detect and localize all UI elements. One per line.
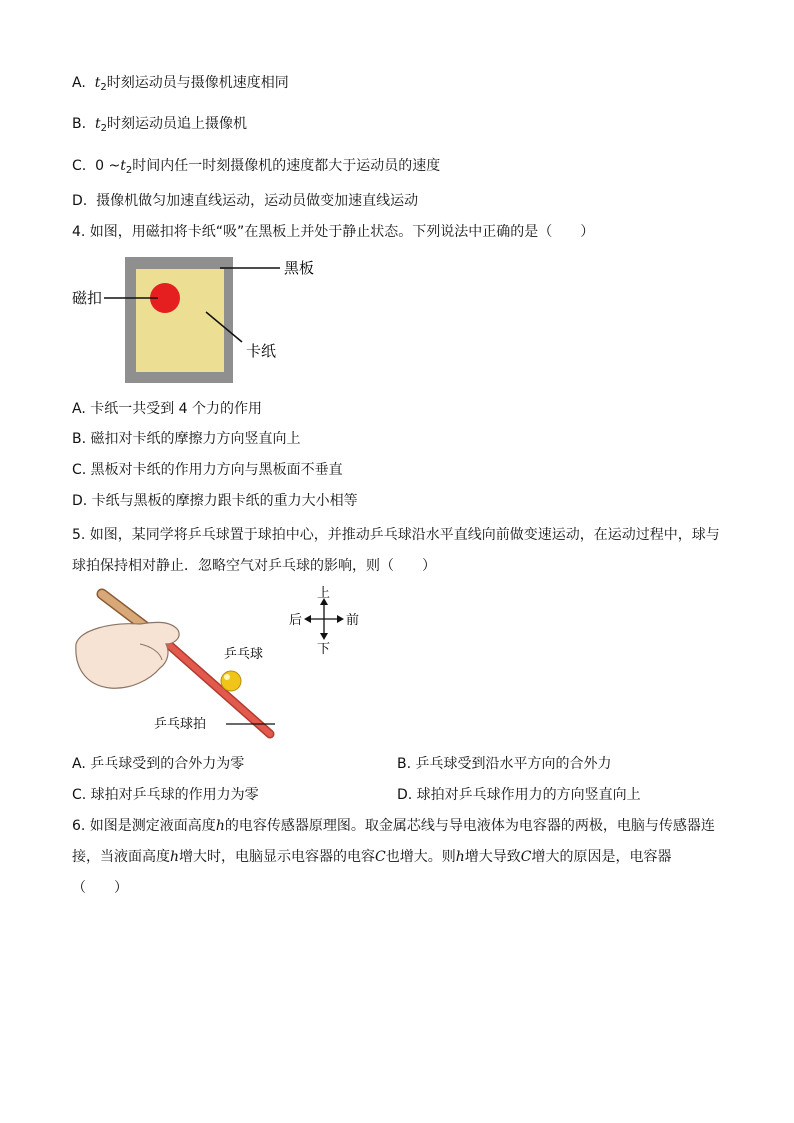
q5-option-d: D. 球拍对乒乓球作用力的方向竖直向上 [397,787,641,803]
label-paddle: 乒乓球拍 [154,717,207,732]
q3-option-a: A. $t_2$时刻运动员与摄像机速度相同 [72,75,289,93]
q5-option-c: C. 球拍对乒乓球的作用力为零 [72,787,259,803]
q5-option-b: B. 乒乓球受到沿水平方向的合外力 [397,756,612,772]
q6-stem-line2: 接，当液面高度h增大时，电脑显示电容器的电容C也增大。则h增大导致C增大的原因是，电容器 [72,849,672,865]
q3-option-b: B. $t_2$时刻运动员追上摄像机 [72,116,247,134]
q4-stem: 4. 如图，用磁扣将卡纸“吸”在黑板上并处于静止状态。下列说法中正确的是（ ） [72,224,595,240]
label-up: 上 [317,586,331,601]
q6-stem-line1: 6. 如图是测定液面高度h的电容传感器原理图。取金属芯线与导电液体为电容器的两极，电脑与传感器连 [72,818,715,834]
q4-option-d: D. 卡纸与黑板的摩擦力跟卡纸的重力大小相等 [72,493,358,509]
label-back: 后 [289,613,303,628]
direction-arrows-icon [304,598,344,640]
card-paper-image [136,269,224,372]
ping-pong-ball-image [221,671,241,691]
q4-option-c: C. 黑板对卡纸的作用力方向与黑板面不垂直 [72,462,343,478]
q4-option-a: A. 卡纸一共受到 4 个力的作用 [72,401,263,417]
hand-image [76,622,179,688]
q3-option-c: C. 0 $\sim t_2$时间内任一时刻摄像机的速度都大于运动员的速度 [72,158,441,176]
q3-option-d: D. 摄像机做匀加速直线运动，运动员做变加速直线运动 [72,193,419,209]
q5-option-a: A. 乒乓球受到的合外力为零 [72,756,245,772]
label-magnet: 磁扣 [72,289,103,307]
label-ball: 乒乓球 [224,647,264,662]
label-card: 卡纸 [246,342,277,360]
q6-stem-line3: （ ） [72,880,128,896]
label-front: 前 [346,613,360,628]
q5-stem-line2: 球拍保持相对静止．忽略空气对乒乓球的影响，则（ ） [72,558,436,574]
q4-figure [70,252,340,387]
q4-option-b: B. 磁扣对卡纸的摩擦力方向竖直向上 [72,431,301,447]
label-blackboard: 黑板 [284,259,315,277]
q5-figure [70,582,370,747]
q5-stem-line1: 5. 如图，某同学将乒乓球置于球拍中心，并推动乒乓球沿水平直线向前做变速运动，在运动过程中，球与 [72,527,720,543]
label-down: 下 [317,642,331,657]
